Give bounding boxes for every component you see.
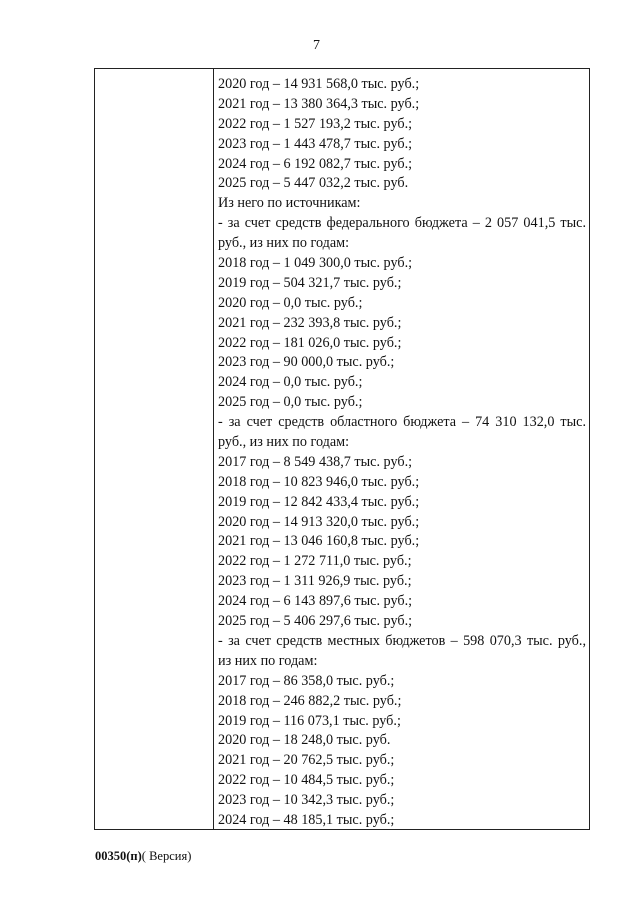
funding-line: 2019 год – 116 073,1 тыс. руб.; — [218, 712, 401, 729]
funding-line: 2019 год – 504 321,7 тыс. руб.; — [218, 274, 402, 291]
funding-line: 2017 год – 8 549 438,7 тыс. руб.; — [218, 453, 413, 470]
funding-line: 2021 год – 20 762,5 тыс. руб.; — [218, 752, 395, 769]
funding-line: - за счет средств областного бюджета – 74 310 132,0 тыс. — [218, 414, 586, 431]
funding-line: 2020 год – 0,0 тыс. руб.; — [218, 294, 363, 311]
funding-line: - за счет средств местных бюджетов – 598 070,3 тыс. руб., — [218, 632, 586, 649]
funding-line: 2018 год – 1 049 300,0 тыс. руб.; — [218, 255, 413, 272]
funding-line: 2021 год – 13 046 160,8 тыс. руб.; — [218, 533, 420, 550]
funding-line: 2019 год – 12 842 433,4 тыс. руб.; — [218, 493, 420, 510]
funding-line: 2025 год – 5 406 297,6 тыс. руб.; — [218, 613, 413, 630]
funding-line: 2018 год – 246 882,2 тыс. руб.; — [218, 692, 402, 709]
funding-line: 2020 год – 18 248,0 тыс. руб. — [218, 732, 391, 749]
document-code: 00350(п) — [95, 849, 142, 863]
funding-line: 2021 год – 232 393,8 тыс. руб.; — [218, 314, 402, 331]
funding-line: Из него по источникам: — [218, 195, 361, 212]
funding-line: 2025 год – 0,0 тыс. руб.; — [218, 394, 363, 411]
funding-line: 2022 год – 10 484,5 тыс. руб.; — [218, 772, 395, 789]
funding-line: 2017 год – 86 358,0 тыс. руб.; — [218, 672, 395, 689]
funding-line: 2024 год – 6 143 897,6 тыс. руб.; — [218, 593, 413, 610]
funding-line: 2020 год – 14 913 320,0 тыс. руб.; — [218, 513, 420, 530]
funding-line: 2018 год – 10 823 946,0 тыс. руб.; — [218, 473, 420, 490]
funding-line: 2020 год – 14 931 568,0 тыс. руб.; — [218, 76, 420, 92]
funding-line: 2023 год – 1 443 478,7 тыс. руб.; — [218, 135, 413, 152]
funding-line: 2023 год – 90 000,0 тыс. руб.; — [218, 354, 395, 371]
document-version: ( Версия) — [141, 849, 192, 863]
funding-line: 2023 год – 10 342,3 тыс. руб.; — [218, 792, 395, 809]
funding-text-cell — [218, 75, 586, 831]
funding-line: 2024 год – 6 192 082,7 тыс. руб.; — [218, 155, 413, 172]
funding-line: 2024 год – 0,0 тыс. руб.; — [218, 374, 363, 391]
funding-line: 2021 год – 13 380 364,3 тыс. руб.; — [218, 95, 420, 112]
funding-line: 2022 год – 181 026,0 тыс. руб.; — [218, 334, 402, 351]
funding-table — [94, 68, 590, 830]
funding-line: 2024 год – 48 185,1 тыс. руб.; — [218, 811, 395, 828]
funding-line: - за счет средств федерального бюджета – 2 057 041,5 тыс. — [218, 215, 586, 232]
column-divider — [213, 69, 214, 829]
document-footer — [95, 849, 191, 864]
funding-line: руб., из них по годам: — [218, 434, 350, 451]
page-number: 7 — [313, 38, 320, 53]
funding-line: 2022 год – 1 527 193,2 тыс. руб.; — [218, 115, 413, 132]
funding-line: из них по годам: — [218, 652, 318, 669]
funding-line: 2022 год – 1 272 711,0 тыс. руб.; — [218, 553, 412, 570]
funding-line: 2023 год – 1 311 926,9 тыс. руб.; — [218, 573, 412, 590]
funding-line: руб., из них по годам: — [218, 235, 350, 252]
funding-line: 2025 год – 5 447 032,2 тыс. руб. — [218, 175, 409, 192]
